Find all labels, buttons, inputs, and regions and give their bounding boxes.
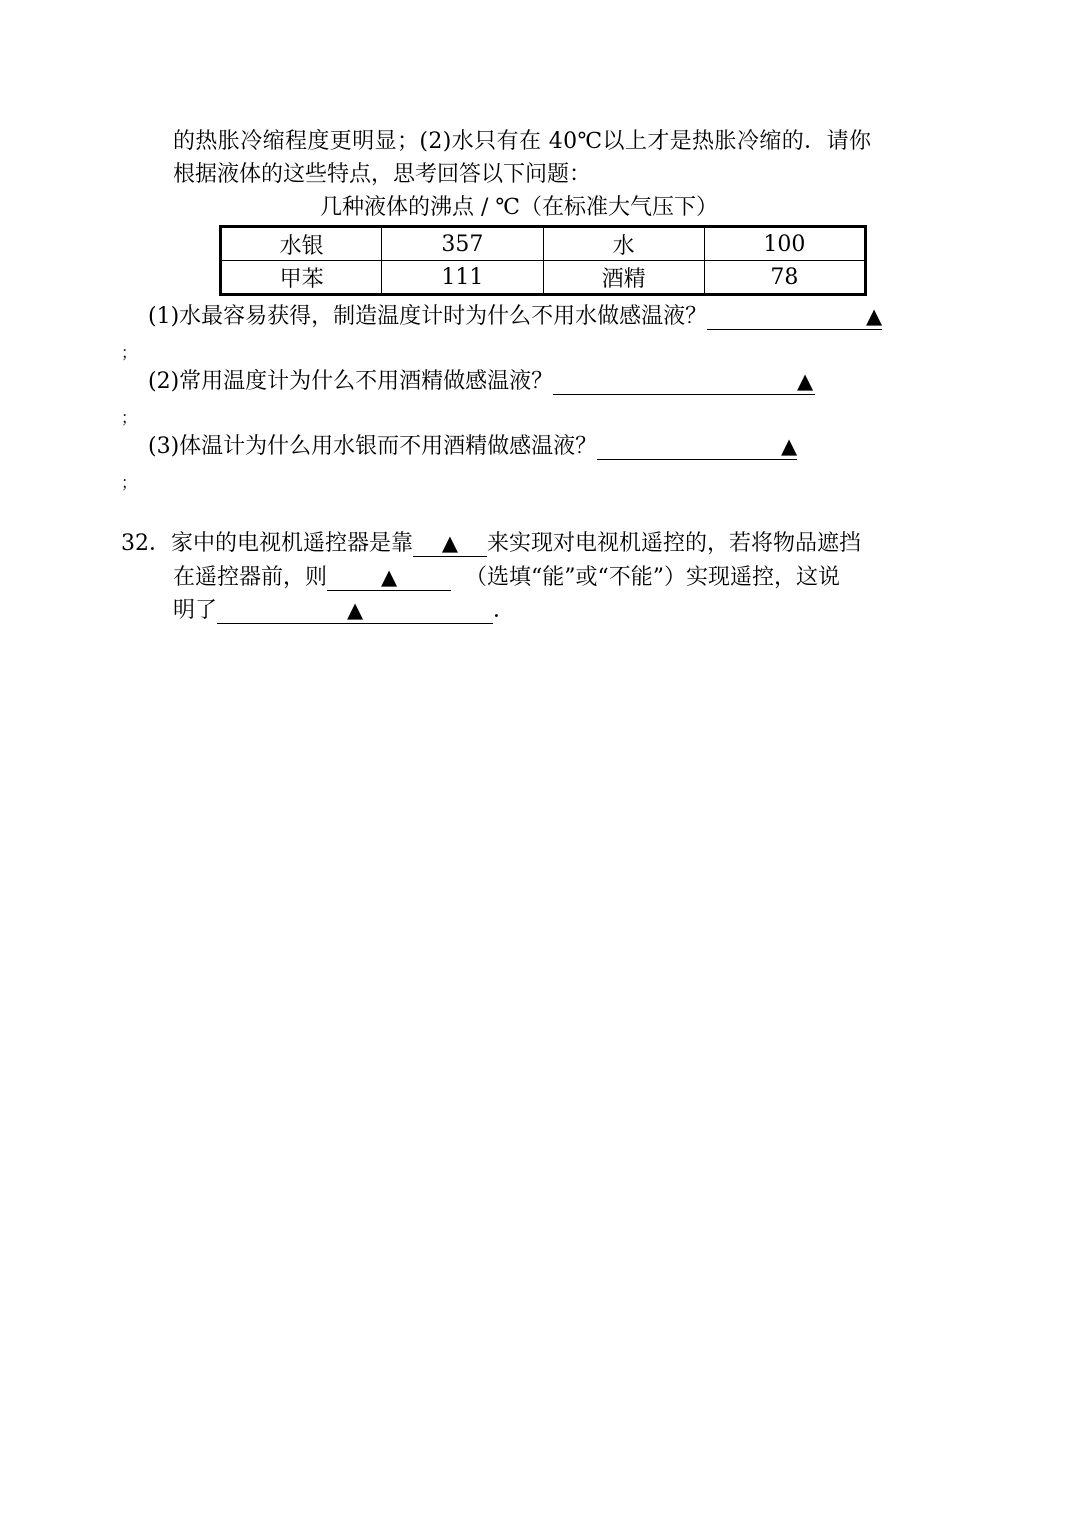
table-caption: 几种液体的沸点 / ℃（在标准大气压下） xyxy=(320,195,719,220)
table-row xyxy=(221,261,866,295)
answer-blank-2[interactable] xyxy=(553,368,815,395)
table-cell: 357 xyxy=(382,227,543,261)
intro-line-2: 根据液体的这些特点，思考回答以下问题： xyxy=(173,162,592,187)
intro-line-1: 的热胀冷缩程度更明显；(2)水只有在 40℃以上才是热胀冷缩的．请你 xyxy=(173,129,872,154)
answer-marker: ▲ xyxy=(866,304,883,328)
question-2-text: (2)常用温度计为什么不用酒精做感温液？ xyxy=(148,369,554,394)
question-1-text: (1)水最容易获得，制造温度计时为什么不用水做感温液？ xyxy=(148,304,708,329)
table-cell: 100 xyxy=(704,227,865,261)
question-1 xyxy=(148,302,882,332)
semicolon-3: ； xyxy=(121,473,138,492)
answer-marker: ▲ xyxy=(781,434,798,458)
table-cell: 111 xyxy=(382,261,543,295)
question-32-line-3 xyxy=(173,596,515,626)
answer-marker: ▲ xyxy=(380,565,398,589)
table-row xyxy=(221,227,866,261)
answer-blank-1[interactable] xyxy=(707,303,882,330)
answer-blank-32b[interactable] xyxy=(327,564,451,591)
answer-blank-32a[interactable] xyxy=(413,530,487,557)
semicolon-1: ； xyxy=(121,343,138,362)
question-3 xyxy=(148,432,797,462)
answer-marker: ▲ xyxy=(797,369,814,393)
question-32-text-4: （选填“能”或“不能”）实现遥控，这说 xyxy=(465,565,841,590)
table-cell: 酒精 xyxy=(543,261,704,295)
semicolon-2: ； xyxy=(121,408,138,427)
question-32-text-2: 来实现对电视机遥控的，若将物品遮挡 xyxy=(487,531,862,556)
boiling-point-table xyxy=(219,225,867,296)
table-cell: 甲苯 xyxy=(221,261,382,295)
answer-blank-32c[interactable] xyxy=(217,597,493,624)
question-2 xyxy=(148,367,815,397)
question-32-text-3: 在遥控器前，则 xyxy=(173,565,328,590)
answer-blank-3[interactable] xyxy=(597,433,797,460)
question-32-line-2 xyxy=(173,563,840,593)
table-cell: 水银 xyxy=(221,227,382,261)
table-cell: 78 xyxy=(704,261,865,295)
question-32-text-1: 32．家中的电视机遥控器是靠 xyxy=(121,531,413,556)
question-32-line-1 xyxy=(121,529,861,559)
question-3-text: (3)体温计为什么用水银而不用酒精做感温液？ xyxy=(148,434,598,459)
question-32-text-6: ． xyxy=(493,598,516,623)
answer-marker: ▲ xyxy=(346,598,364,622)
answer-marker: ▲ xyxy=(441,531,459,555)
table-cell: 水 xyxy=(543,227,704,261)
question-32-text-5: 明了 xyxy=(173,598,218,623)
